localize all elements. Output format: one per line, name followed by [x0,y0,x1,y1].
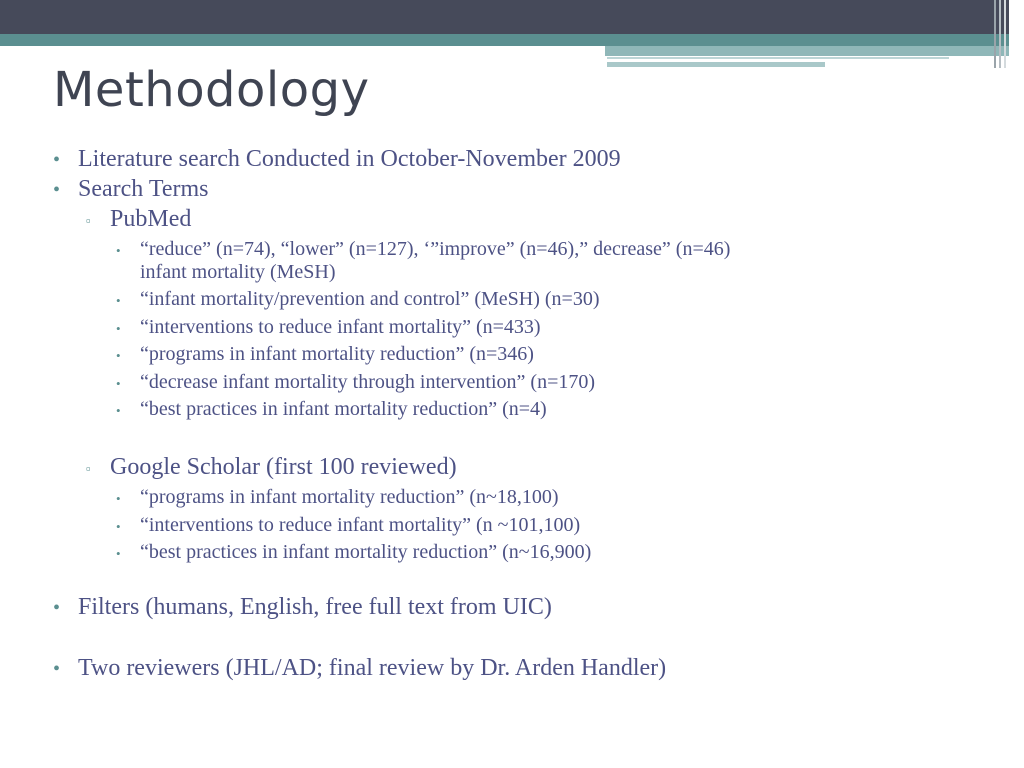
header-edge-stripe [1004,0,1006,68]
bullet-icon: • [116,243,121,258]
bullet-icon: • [53,658,61,680]
bullet-icon: ▫ [86,461,91,476]
bullet-icon: • [53,597,61,619]
list-item: Google Scholar (first 100 reviewed) [110,454,457,480]
list-item: “programs in infant mortality reduction” (n~18,100) [140,486,559,508]
slide-title: Methodology [53,62,370,118]
bullet-icon: • [116,293,121,308]
bullet-icon: • [116,376,121,391]
bullet-icon: ▫ [86,213,91,228]
bullet-icon: • [116,519,121,534]
header-accent-band [0,34,1024,46]
bullet-icon: • [116,403,121,418]
bullet-icon: • [53,149,61,171]
list-item: “programs in infant mortality reduction” (n=346) [140,343,534,365]
list-item: “best practices in infant mortality reduction” (n=4) [140,398,547,420]
list-item: Literature search Conducted in October-November 2009 [78,146,621,172]
list-item: “infant mortality/prevention and control” (MeSH) (n=30) [140,288,600,310]
bullet-icon: • [116,321,121,336]
bullet-icon: • [116,491,121,506]
list-item-continuation: infant mortality (MeSH) [140,261,336,283]
bullet-icon: • [53,179,61,201]
header-edge-stripe [999,0,1001,68]
list-item: “interventions to reduce infant mortality” (n ~101,100) [140,514,581,536]
header-accent-line [607,62,825,67]
header-bar [0,0,1024,34]
header-edge-stripe [994,0,996,68]
list-item: “reduce” (n=74), “lower” (n=127), ‘”improve” (n=46),” decrease” (n=46) [140,238,731,260]
list-item: “decrease infant mortality through intervention” (n=170) [140,371,596,393]
list-item: PubMed [110,206,192,232]
list-item: Two reviewers (JHL/AD; final review by Dr. Arden Handler) [78,655,667,681]
header-accent-line [607,57,949,59]
list-item: “best practices in infant mortality reduction” (n~16,900) [140,541,592,563]
bullet-icon: • [116,546,121,561]
list-item: Filters (humans, English, free full text from UIC) [78,594,552,620]
bullet-icon: • [116,348,121,363]
header-edge-stripe [1009,0,1024,68]
list-item: Search Terms [78,176,209,202]
list-item: “interventions to reduce infant mortality” (n=433) [140,316,541,338]
header-accent-step [605,46,1024,56]
